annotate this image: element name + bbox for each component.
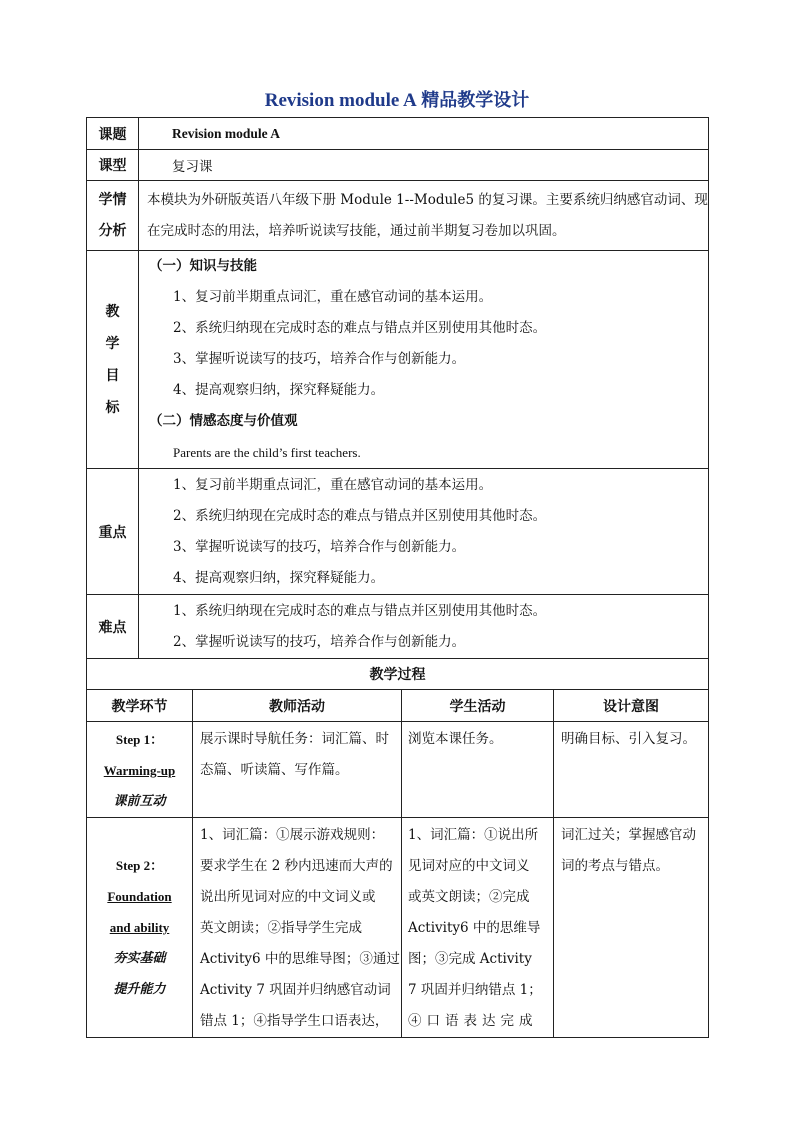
- step2-student-line: 1、词汇篇：①说出所: [408, 827, 539, 843]
- keypoint-item: 4、提高观察归纳，探究释疑能力。: [173, 569, 385, 586]
- step1-cell: [87, 722, 193, 818]
- step1-intent: [554, 722, 709, 818]
- header-intent: 设计意图: [554, 690, 709, 722]
- step2-teacher-line: 要求学生在 2 秒内迅速而大声的: [200, 858, 393, 874]
- step2-student-line: 见词对应的中文词义: [408, 858, 530, 874]
- keypoint-item: 1、复习前半期重点词汇，重在感官动词的基本运用。: [173, 476, 493, 493]
- difficulty-item: 1、系统归纳现在完成时态的难点与错点并区别使用其他时态。: [173, 602, 547, 619]
- goals-label-char: 目: [105, 367, 120, 384]
- header-teacher: 教师活动: [193, 690, 402, 722]
- analysis-line: 本模块为外研版英语八年级下册 Module 1--Module5 的复习课。主要系统归纳感官动词、现: [147, 191, 708, 208]
- step1-teacher: [193, 722, 402, 818]
- step2-teacher-line: Activity6 中的思维导图；③通过: [200, 951, 400, 967]
- step2-intent-line: 词的考点与错点。: [561, 858, 669, 874]
- step2-sub1: Foundation: [107, 889, 172, 904]
- step1-cn: 课前互动: [113, 794, 166, 809]
- process-title: 教学过程: [87, 659, 709, 690]
- analysis-line: 在完成时态的用法，培养听说读写技能，通过前半期复习卷加以巩固。: [147, 222, 566, 239]
- teaching-process-table: [86, 658, 709, 1038]
- goals-value-line: Parents are the child’s first teachers.: [173, 445, 361, 460]
- topic-label: 课题: [87, 118, 139, 150]
- step2-student-line: 7 巩固并归纳错点 1；: [408, 982, 542, 998]
- step1-student: [402, 722, 554, 818]
- title-chinese: 精品教学设计: [421, 90, 530, 110]
- step1-teacher-line: 态篇、听读篇、写作篇。: [200, 762, 349, 778]
- goals-heading-values: （二）情感态度与价值观: [149, 413, 298, 429]
- step1-intent-line: 明确目标、引入复习。: [561, 731, 696, 747]
- step2-teacher-line: 英文朗读；②指导学生完成: [200, 920, 362, 936]
- step2-teacher: [193, 818, 402, 1038]
- goals-item: 3、掌握听说读写的技巧，培养合作与创新能力。: [173, 351, 466, 367]
- step2-name: Step 2：: [115, 858, 164, 873]
- type-label: 课型: [87, 150, 139, 181]
- step1-teacher-line: 展示课时导航任务：词汇篇、时: [200, 731, 389, 747]
- goals-item: 1、复习前半期重点词汇，重在感官动词的基本运用。: [173, 289, 493, 305]
- header-step: 教学环节: [87, 690, 193, 722]
- step2-intent-line: 词汇过关；掌握感官动: [561, 827, 696, 843]
- difficulties-label: 难点: [87, 595, 139, 659]
- analysis-label-1: 学情: [98, 191, 127, 208]
- step2-intent: [554, 818, 709, 1038]
- analysis-label-2: 分析: [98, 222, 127, 239]
- step2-student-line: 图；③完成 Activity: [408, 951, 532, 967]
- lesson-info-table: [86, 117, 709, 659]
- step2-teacher-line: 说出所见词对应的中文词义或: [200, 889, 376, 905]
- goals-label-char: 教: [105, 303, 120, 320]
- goals-content: [139, 251, 709, 469]
- goals-item: 2、系统归纳现在完成时态的难点与错点并区别使用其他时态。: [173, 320, 547, 336]
- step1-student-line: 浏览本课任务。: [408, 731, 503, 747]
- topic-value: Revision module A: [139, 118, 709, 150]
- type-value: 复习课: [139, 150, 709, 181]
- step2-cn2: 提升能力: [113, 982, 166, 997]
- difficulty-item: 2、掌握听说读写的技巧，培养合作与创新能力。: [173, 633, 466, 650]
- step1-sub: Warming-up: [103, 763, 176, 778]
- document-title: [0, 86, 794, 112]
- goals-label-char: 学: [105, 335, 120, 352]
- step2-sub2: and ability: [109, 920, 170, 935]
- step2-teacher-line: 错点 1；④指导学生口语表达，: [200, 1013, 389, 1029]
- goals-item: 4、提高观察归纳，探究释疑能力。: [173, 382, 385, 398]
- step2-student-line: ④口语表达完成: [408, 1013, 538, 1029]
- keypoint-item: 2、系统归纳现在完成时态的难点与错点并区别使用其他时态。: [173, 507, 547, 524]
- keypoint-item: 3、掌握听说读写的技巧，培养合作与创新能力。: [173, 538, 466, 555]
- step2-student-line: 或英文朗读；②完成: [408, 889, 530, 905]
- difficulties-content: [139, 595, 709, 659]
- header-student: 学生活动: [402, 690, 554, 722]
- goals-label: [87, 251, 139, 469]
- step1-name: Step 1：: [115, 732, 164, 747]
- step2-teacher-line: Activity 7 巩固并归纳感官动词: [200, 982, 391, 998]
- goals-label-char: 标: [105, 399, 120, 416]
- step2-teacher-line: 1、词汇篇：①展示游戏规则：: [200, 827, 385, 843]
- step2-student: [402, 818, 554, 1038]
- step2-cn1: 夯实基础: [113, 951, 166, 966]
- keypoints-label: 重点: [87, 469, 139, 595]
- analysis-label: [87, 181, 139, 251]
- analysis-content: [139, 181, 709, 251]
- step2-cell: [87, 818, 193, 1038]
- title-english: Revision module A: [264, 90, 417, 111]
- keypoints-content: [139, 469, 709, 595]
- goals-heading-knowledge: （一）知识与技能: [149, 258, 257, 274]
- step2-student-line: Activity6 中的思维导: [408, 920, 541, 936]
